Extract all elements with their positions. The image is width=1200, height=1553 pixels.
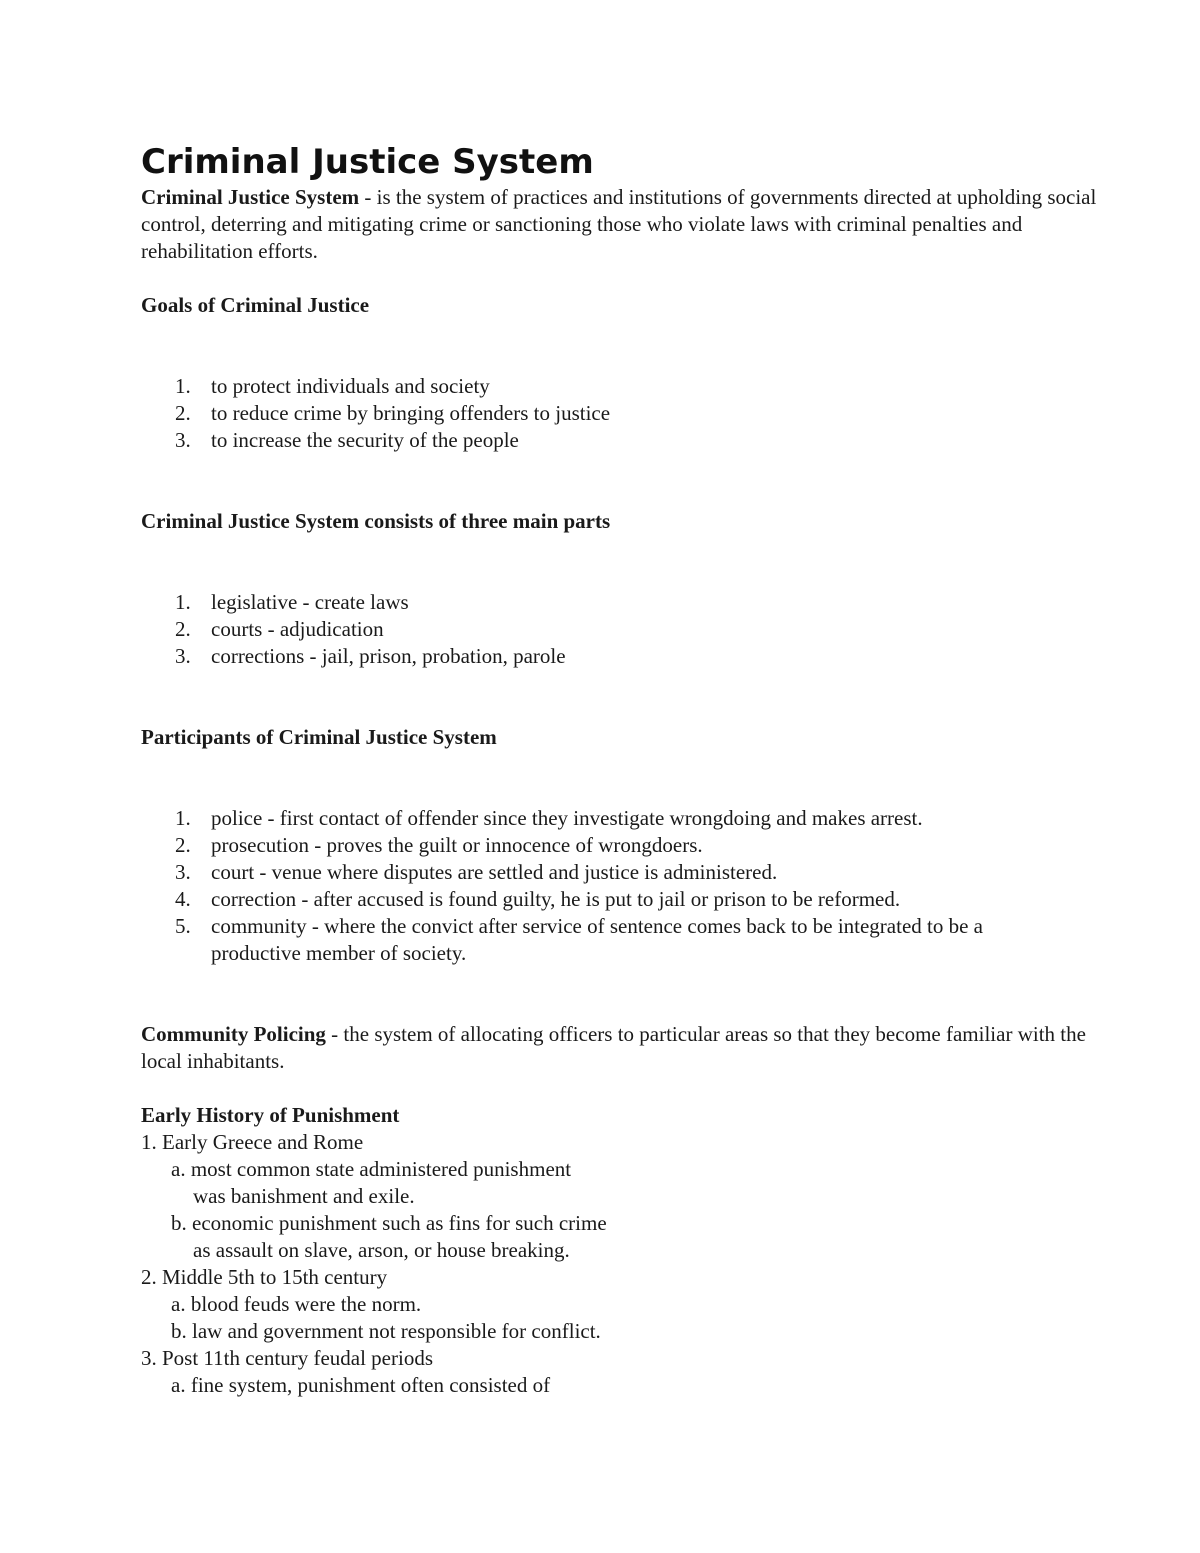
history-subitem: a. blood feuds were the norm. <box>171 1292 422 1316</box>
history-list <box>141 1129 1200 1399</box>
definition-line-3: rehabilitation efforts. <box>141 239 318 263</box>
list-item: 3. court - venue where disputes are settled and justice is administered. <box>175 860 778 884</box>
document-title: Criminal Justice System <box>141 142 594 182</box>
document-page <box>141 140 1200 1399</box>
history-subitem: b. economic punishment such as fins for such crime as assault on slave, arson, or house breaking. <box>171 1211 607 1262</box>
parts-list <box>141 589 1200 670</box>
list-item: 2. courts - adjudication <box>175 617 384 641</box>
parts-heading: Criminal Justice System consists of three main parts <box>141 509 611 533</box>
list-item: 1. legislative - create laws <box>175 590 409 614</box>
list-item: 5. community - where the convict after service of sentence comes back to be integrated to be a productive member of society. <box>175 914 984 965</box>
definition-text-1: - is the system of practices and institutions of governments directed at upholding social <box>359 185 1097 209</box>
definition-line-1 <box>141 184 1200 211</box>
list-item: 2. prosecution - proves the guilt or innocence of wrongdoers. <box>175 833 703 857</box>
list-item: 3. to increase the security of the people <box>175 428 519 452</box>
definition-paragraph <box>141 184 1200 265</box>
history-period: 3. Post 11th century feudal periods <box>141 1346 434 1370</box>
history-period: 1. Early Greece and Rome <box>141 1130 364 1154</box>
community-policing-paragraph: Community Policing - the system of allocating officers to particular areas so that they become familiar with the local inhabitants. <box>141 1022 1086 1073</box>
definition-term: Criminal Justice System <box>141 185 360 209</box>
list-item: 1. police - first contact of offender since they investigate wrongdoing and makes arrest. <box>175 806 923 830</box>
definition-line-2: control, deterring and mitigating crime or sanctioning those who violate laws with criminal penalties and <box>141 212 1023 236</box>
history-heading: Early History of Punishment <box>141 1103 400 1127</box>
list-item: 1. to protect individuals and society <box>175 374 490 398</box>
history-period: 2. Middle 5th to 15th century <box>141 1265 388 1289</box>
history-subitem: b. law and government not responsible for conflict. <box>171 1319 601 1343</box>
goals-heading: Goals of Criminal Justice <box>141 293 370 317</box>
history-subitem: a. most common state administered punishment was banishment and exile. <box>171 1157 572 1208</box>
list-item: 3. corrections - jail, prison, probation, parole <box>175 644 566 668</box>
list-item: 4. correction - after accused is found guilty, he is put to jail or prison to be reformed. <box>175 887 901 911</box>
participants-heading: Participants of Criminal Justice System <box>141 725 497 749</box>
list-item: 2. to reduce crime by bringing offenders to justice <box>175 401 611 425</box>
goals-list <box>141 373 1200 454</box>
participants-list <box>141 805 1200 967</box>
history-subitem: a. fine system, punishment often consisted of <box>171 1373 551 1397</box>
community-policing-term: Community Policing <box>141 1022 326 1046</box>
